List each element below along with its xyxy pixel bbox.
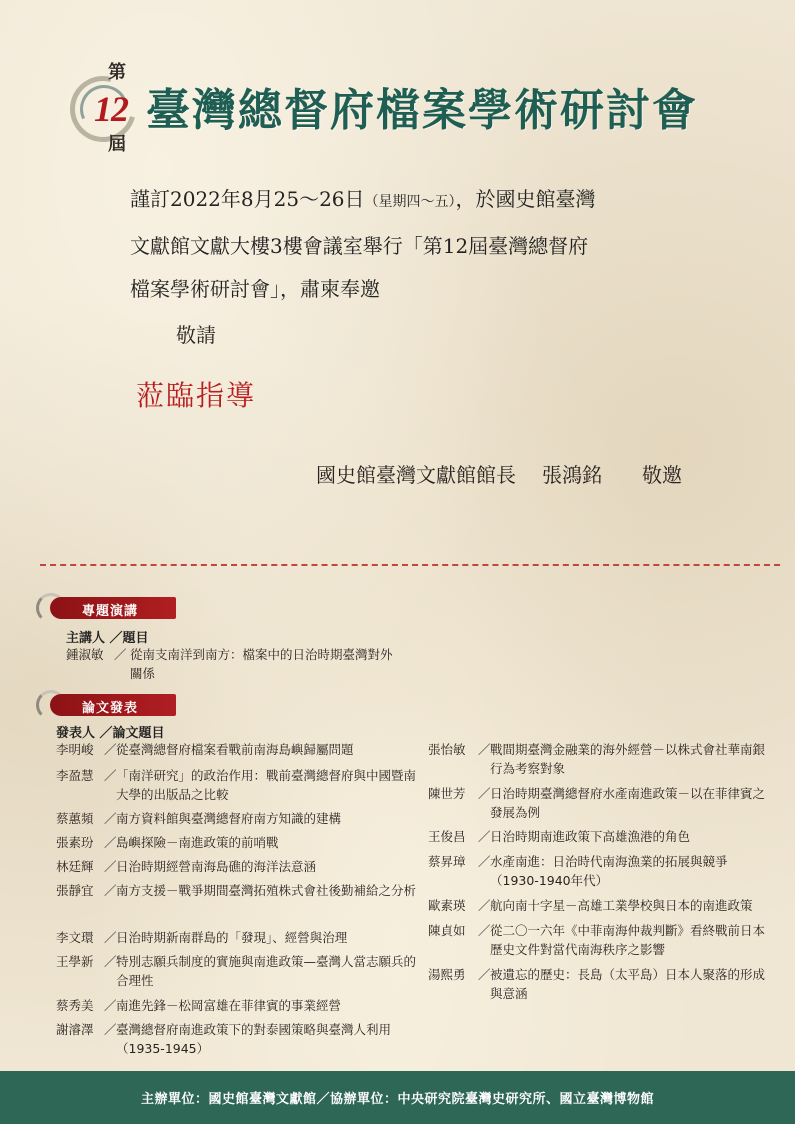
separator: ／ (104, 811, 117, 826)
paper-entry (56, 952, 416, 992)
paper-presenter: 李明峻 (56, 742, 94, 757)
paper-title: 臺灣總督府南進政策下的對泰國策略與臺灣人利用（1935-1945） (116, 1022, 392, 1056)
separator: ／ (104, 998, 117, 1013)
paper-title: 從二〇一六年《中菲南海仲裁判斷》看終戰前日本歷史文件對當代南海秩序之影響 (490, 923, 766, 957)
edition-prefix: 第 (108, 62, 126, 83)
paper-presenter: 謝濬澤 (56, 1022, 94, 1037)
paper-entry (56, 857, 416, 877)
separator: ／ (104, 954, 117, 969)
paper-entry (428, 740, 778, 780)
paper-title: 日治時期臺灣總督府水產南進政策－以在菲律賓之發展為例 (490, 786, 766, 820)
edition-logo (66, 58, 142, 158)
paper-presenter: 王俊昌 (428, 829, 466, 844)
paper-presenter: 蔡蕙頻 (56, 811, 94, 826)
paper-entry (428, 827, 778, 847)
separator: ／ (104, 859, 117, 874)
paper-entry (56, 809, 416, 829)
separator: ／ (478, 742, 491, 757)
separator: ／ (478, 854, 491, 869)
paper-entry (428, 921, 778, 961)
paper-entry (428, 784, 778, 824)
paper-entry (56, 740, 416, 760)
paper-presenter: 李盈慧 (56, 768, 94, 783)
footer-organizers: 主辦單位：國史館臺灣文獻館／協辦單位：中央研究院臺灣史研究所、國立臺灣博物館 (140, 1092, 654, 1107)
keynote-tab-label: 專題演講 (82, 604, 139, 619)
paper-title: 從臺灣總督府檔案看戰前南海島嶼歸屬問題 (116, 742, 354, 757)
paper-presenter: 林廷輝 (56, 859, 94, 874)
signature-title: 國史館臺灣文獻館館長 (316, 463, 516, 487)
paper-entry (56, 996, 416, 1016)
paper-entry (428, 965, 778, 1005)
paper-presenter: 王學新 (56, 954, 94, 969)
keynote-speaker: 鍾淑敏 (66, 647, 104, 662)
paper-title: 日治時期南進政策下高雄漁港的角色 (490, 829, 691, 844)
signature-block (316, 459, 682, 488)
keynote-column-header: 主講人 ／題目 (66, 631, 149, 646)
paper-presenter: 蔡秀美 (56, 998, 94, 1013)
paper-presenter: 歐素瑛 (428, 898, 466, 913)
paper-entry (428, 852, 778, 892)
invitation-line-1 (130, 183, 596, 212)
paper-title: 日治時期經營南海島礁的海洋法意涵 (116, 859, 317, 874)
paper-entry (428, 896, 778, 916)
papers-tab-label: 論文發表 (82, 701, 139, 716)
paper-presenter: 張靜宜 (56, 883, 94, 898)
paper-title: 特別志願兵制度的實施與南進政策—臺灣人當志願兵的合理性 (116, 954, 417, 988)
paper-title: 戰間期臺灣金融業的海外經營－以株式會社華南銀行為考察對象 (490, 742, 766, 776)
edition-suffix: 屆 (108, 134, 126, 155)
paper-title: 島嶼探險－南進政策的前哨戰 (116, 835, 279, 850)
keynote-section-tab (36, 597, 176, 619)
section-divider (40, 564, 780, 566)
paper-title: 南方資料館與臺灣總督府南方知識的建構 (116, 811, 342, 826)
paper-presenter: 陳世芳 (428, 786, 466, 801)
paper-entry (56, 766, 416, 806)
separator: ／ (104, 768, 117, 783)
papers-section-tab (36, 694, 176, 716)
invitation-venue-start: ，於國史館臺灣 (455, 187, 596, 211)
paper-title: 航向南十字星－高雄工業學校與日本的南進政策 (490, 898, 753, 913)
paper-entry (56, 833, 416, 853)
invitation-line-3: 檔案學術研討會」，肅柬奉邀 (130, 277, 380, 301)
separator: ／ (104, 835, 117, 850)
separator: ／ (478, 898, 491, 913)
paper-presenter: 蔡昇璋 (428, 854, 466, 869)
separator: ／ (114, 647, 127, 662)
invitation-weekday: （星期四～五） (364, 194, 456, 210)
paper-title: 「南洋研究」的政治作用：戰前臺灣總督府與中國暨南大學的出版品之比較 (116, 768, 417, 802)
paper-presenter: 張素玢 (56, 835, 94, 850)
invitation-line-2: 文獻館文獻大樓3樓會議室舉行「第12屆臺灣總督府 (130, 234, 589, 258)
page-title: 臺灣總督府檔案學術研討會 (146, 85, 698, 136)
paper-title: 南進先鋒－松岡富雄在菲律賓的事業經營 (116, 998, 342, 1013)
footer-bar (0, 1071, 795, 1124)
separator: ／ (478, 829, 491, 844)
keynote-topic: 從南支南洋到南方：檔案中的日治時期臺灣對外關係 (130, 647, 393, 681)
paper-title: 南方支援－戰爭期間臺灣拓殖株式會社後勤補給之分析 (116, 883, 417, 898)
paper-entry (56, 928, 416, 948)
invitation-date: 謹訂2022年8月25～26日 (130, 187, 365, 211)
signature-closing: 敬邀 (642, 463, 682, 487)
invitation-presence: 蒞臨指導 (136, 379, 257, 412)
paper-presenter: 陳貞如 (428, 923, 466, 938)
paper-presenter: 湯熙勇 (428, 967, 466, 982)
separator: ／ (104, 1022, 117, 1037)
separator: ／ (478, 786, 491, 801)
paper-presenter: 李文環 (56, 930, 94, 945)
separator: ／ (478, 967, 491, 982)
paper-presenter: 張怡敏 (428, 742, 466, 757)
separator: ／ (104, 930, 117, 945)
paper-title: 日治時期新南群島的「發現」、經營與治理 (116, 930, 348, 945)
paper-entry (56, 881, 416, 921)
keynote-entry (66, 645, 426, 685)
signature-name: 張鴻銘 (542, 463, 602, 487)
paper-entry (56, 1020, 416, 1060)
separator: ／ (478, 923, 491, 938)
separator: ／ (104, 883, 117, 898)
invitation-respect: 敬請 (176, 323, 216, 347)
paper-title: 被遺忘的歷史：長島（太平島）日本人聚落的形成與意涵 (490, 967, 766, 1001)
edition-number: 12 (94, 89, 128, 129)
paper-title: 水產南進：日治時代南海漁業的拓展與競爭（1930-1940年代） (490, 854, 728, 888)
papers-column-header: 發表人 ／論文題目 (56, 726, 165, 741)
separator: ／ (104, 742, 117, 757)
